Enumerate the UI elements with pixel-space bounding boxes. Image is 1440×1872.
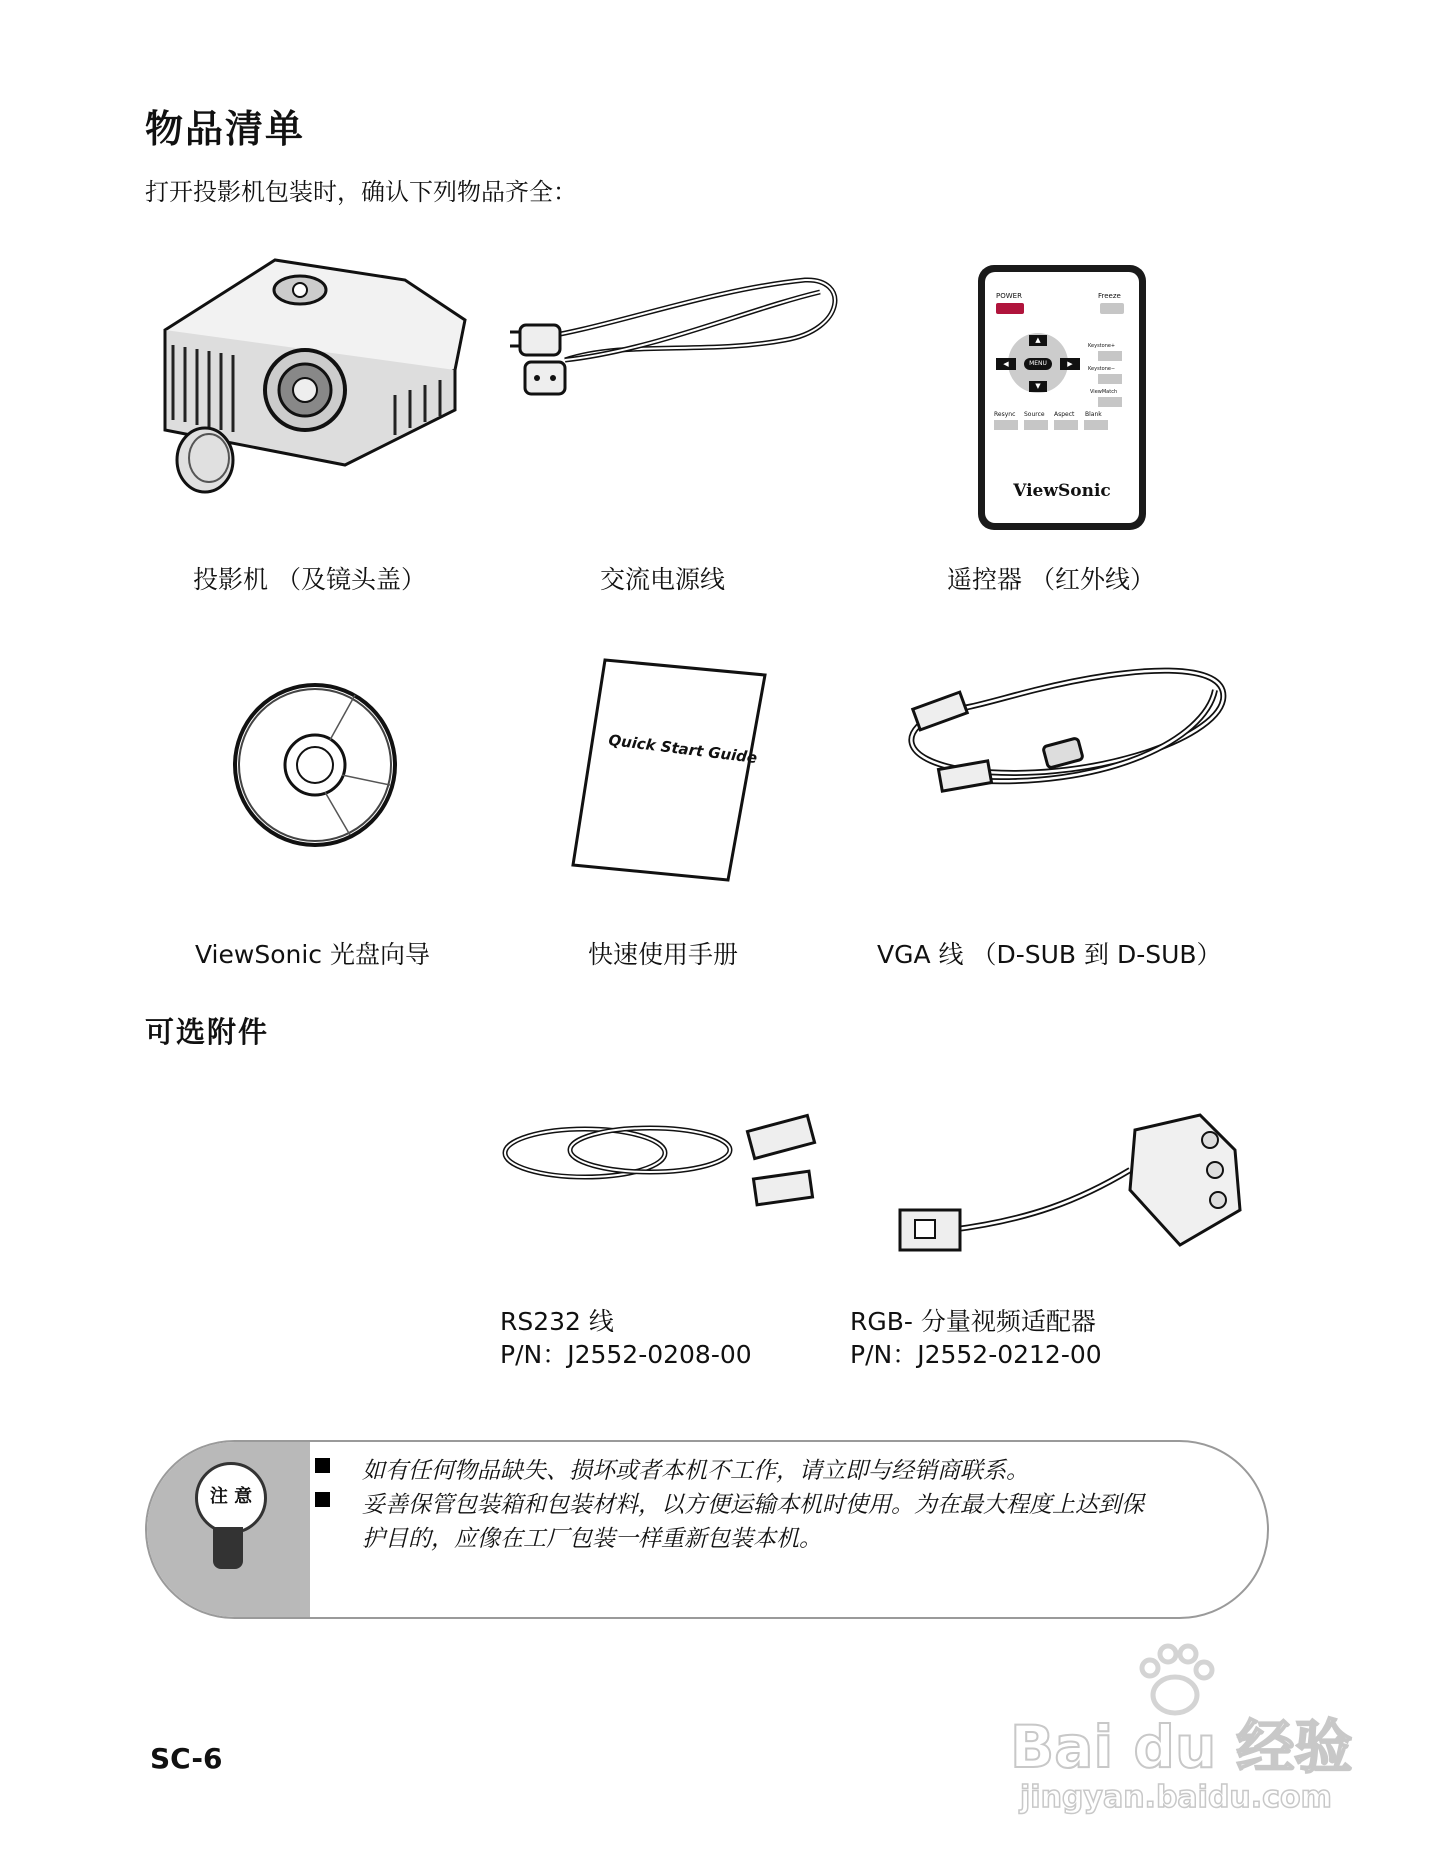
remote-blank-button[interactable] [1084, 420, 1108, 430]
guide-cover-title: Quick Start Guide [607, 730, 759, 768]
right-arrow-icon[interactable]: ▶ [1060, 358, 1080, 370]
remote-power-button[interactable] [996, 303, 1024, 314]
watermark-brand: Bai du 经验 [1010, 1713, 1353, 1781]
baidu-watermark [1010, 1640, 1370, 1830]
note-badge: 注 意 [209, 1486, 253, 1507]
optional-heading: 可选附件 [145, 1015, 270, 1049]
caption-projector: 投影机 （及镜头盖） [193, 565, 426, 594]
bullet-square-icon [315, 1492, 330, 1507]
caption-cd: ViewSonic 光盘向导 [195, 940, 430, 969]
remote-freeze-label: Freeze [1098, 292, 1121, 300]
remote-power-label: POWER [996, 292, 1022, 300]
remote-keystone-minus-button[interactable] [1098, 374, 1122, 384]
note-line-3: 护目的，应像在工厂包装一样重新包装本机。 [362, 1526, 822, 1552]
remote-viewmatch-button[interactable] [1098, 397, 1122, 407]
note-bulb-base-icon [213, 1527, 243, 1569]
remote-keystone-plus-button[interactable] [1098, 351, 1122, 361]
quick-start-guide-illustration [570, 655, 770, 885]
remote-keystone-plus-label: Keystone+ [1088, 343, 1116, 349]
note-line-1: 如有任何物品缺失、损坏或者本机不工作，请立即与经销商联系。 [362, 1458, 1029, 1484]
intro-text: 打开投影机包装时，确认下列物品齐全： [145, 178, 577, 206]
remote-blank-label: Blank [1085, 411, 1102, 418]
remote-keystone-minus-label: Keystone− [1088, 366, 1116, 372]
up-arrow-icon[interactable]: ▲ [1029, 335, 1047, 346]
remote-aspect-label: Aspect [1054, 411, 1075, 418]
caption-vga-cable: VGA 线 （D-SUB 到 D-SUB） [877, 940, 1222, 969]
down-arrow-icon[interactable]: ▼ [1029, 381, 1047, 392]
left-arrow-icon[interactable]: ◀ [996, 358, 1016, 370]
remote-source-label: Source [1024, 411, 1045, 418]
bullet-square-icon [315, 1458, 330, 1473]
caption-guide: 快速使用手册 [588, 940, 739, 969]
remote-freeze-button[interactable] [1100, 303, 1124, 314]
rgb-adapter-part-number: P/N：J2552-0212-00 [850, 1340, 1102, 1369]
remote-control [978, 265, 1146, 530]
rgb-component-adapter-illustration [880, 1110, 1250, 1270]
remote-resync-label: Resync [994, 411, 1016, 418]
watermark-url: jingyan.baidu.com [1020, 1780, 1332, 1815]
remote-source-button[interactable] [1024, 420, 1048, 430]
power-cord-illustration [505, 270, 845, 430]
vga-cable-illustration [885, 650, 1235, 820]
note-box [145, 1440, 1269, 1619]
projector-illustration [155, 250, 485, 510]
note-line-2: 妥善保管包装箱和包装材料，以方便运输本机时使用。为在最大程度上达到保 [362, 1492, 1144, 1518]
rs232-part-number: P/N：J2552-0208-00 [500, 1340, 752, 1369]
remote-resync-button[interactable] [994, 420, 1018, 430]
page-number: SC-6 [150, 1742, 223, 1775]
rs232-cable-illustration [500, 1105, 830, 1220]
remote-brand-logo: ViewSonic [1013, 481, 1111, 501]
remote-menu-button[interactable]: MENU [1024, 358, 1052, 370]
page-title: 物品清单 [145, 107, 306, 151]
rs232-name: RS232 线 [500, 1307, 614, 1336]
caption-power-cord: 交流电源线 [600, 565, 726, 594]
remote-aspect-button[interactable] [1054, 420, 1078, 430]
remote-viewmatch-label: ViewMatch [1090, 389, 1118, 395]
caption-remote: 遥控器 （红外线） [947, 565, 1155, 594]
rgb-adapter-name: RGB- 分量视频适配器 [850, 1307, 1096, 1336]
cd-disc-illustration [230, 680, 400, 850]
